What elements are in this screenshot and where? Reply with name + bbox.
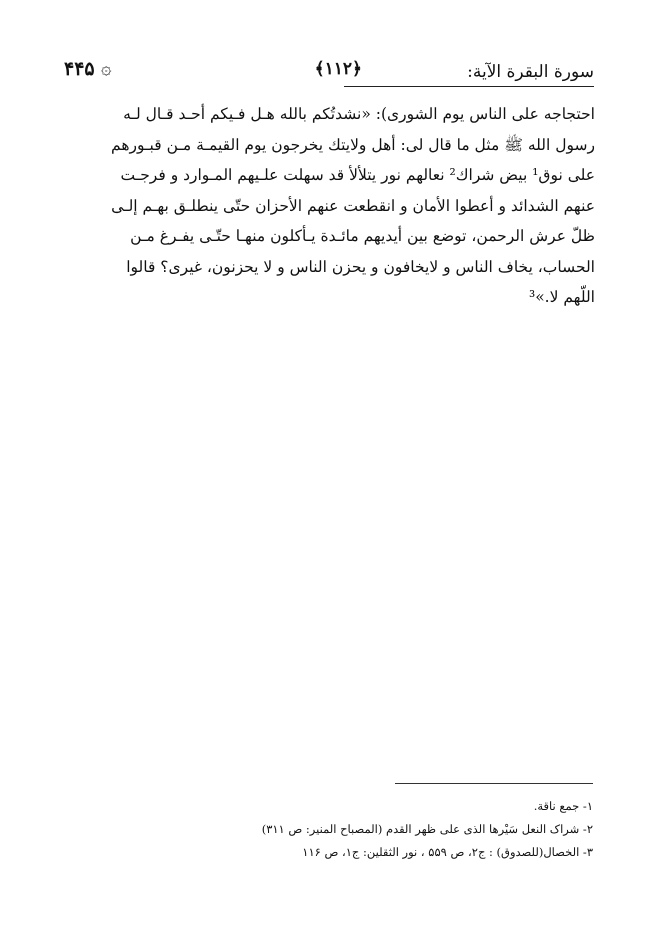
text-line: الحساب، يخاف الناس و لايخافون و يحزن الناس و لا يحزنون، غيرى؟ قالوا [126,257,595,276]
page-number: ۴۴۵ [64,58,95,80]
page-header [64,58,594,90]
text-line: احتجاجه على الناس يوم الشورى): «نشدتُكم بالله هـل فـيكم أحـد قـال لـه [123,105,595,123]
text-line: على نوق¹ بيض شراك² نعالهم نور يتلألأ قد سهلت علـيهم المـوارد و فرجـت [120,166,595,184]
verse-reference: ﴿۱۱۲﴾ [314,59,362,79]
footnote-divider [395,783,593,784]
header-divider [344,86,594,87]
footnote-1: ۱- جمع ناقة. [533,799,593,813]
ornament-icon: ۞ [101,58,112,79]
footnote-2: ۲- شراک النعل سَیْرها الذی على ظهر القدم (المصباح المنير: ص ۳۱۱) [261,822,593,836]
surah-title: سورة البقرة الآية: [467,62,594,82]
footnotes [73,795,593,864]
text-line: ظلّ عرش الرحمن، توضع بين أيديهم مائـدة يـأكلون منهـا حتّـى يفـرغ مـن [130,227,595,245]
main-text [70,99,595,313]
text-line: رسول الله ﷺ مثل ما قال لى: أهل ولايتك يخرجون يوم القيمـة مـن قبـورهم [111,135,595,154]
footnote-3: ۳- الخصال(للصدوق) : ج۲، ص ۵۵۹ ، نور الثقلین: ج۱، ص ۱۱۶ [302,845,593,859]
text-line: اللّهم لا.»³ [528,288,595,306]
text-line: عنهم الشدائد و أعطوا الأمان و انقطعت عنهم الأحزان حتّى ينطلـق بهـم إلـى [111,196,595,215]
